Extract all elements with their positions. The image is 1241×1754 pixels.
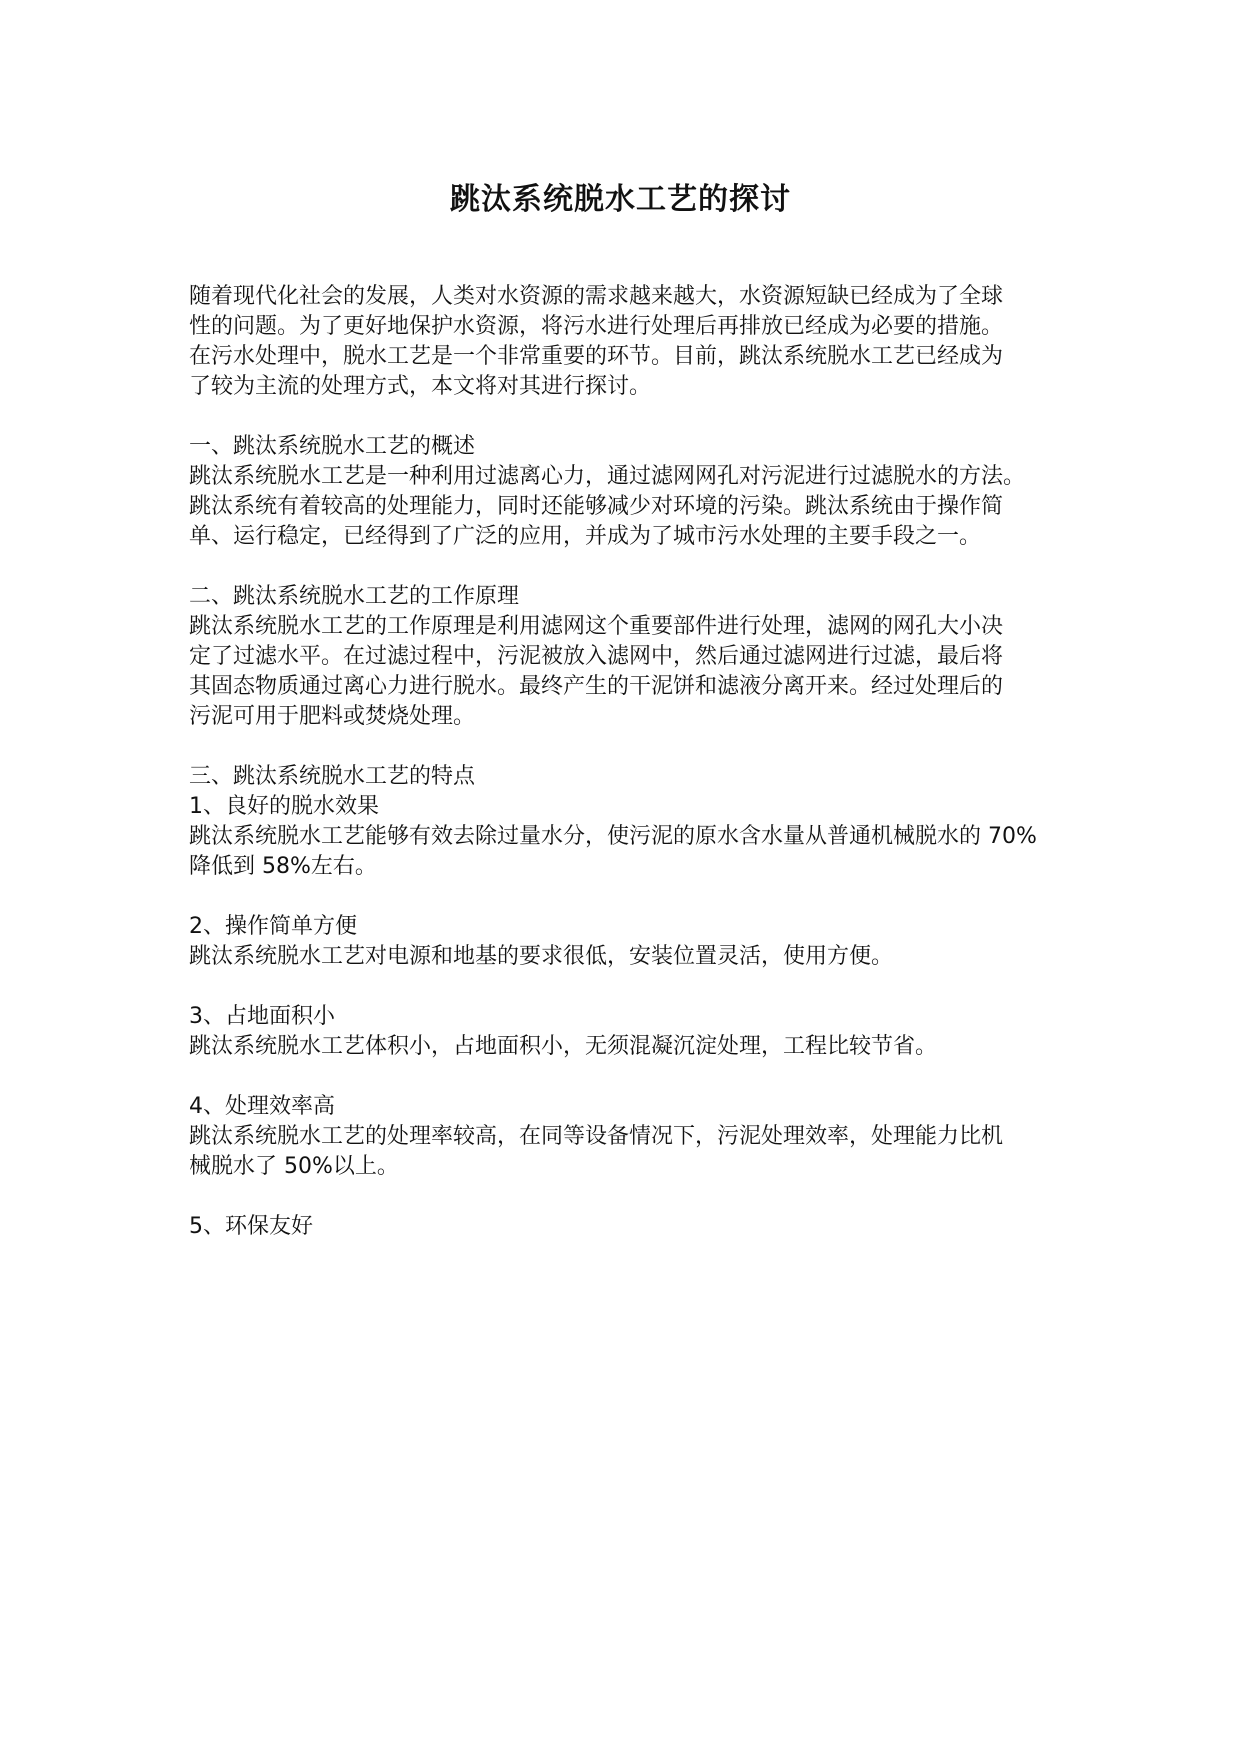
paragraph-line: 跳汰系统脱水工艺能够有效去除过量水分，使污泥的原水含水量从普通机械脱水的 70%: [189, 824, 1037, 849]
subsection-heading: 4、处理效率高: [189, 1094, 335, 1119]
section-heading: 三、跳汰系统脱水工艺的特点: [189, 764, 476, 789]
paragraph-line: 跳汰系统脱水工艺体积小，占地面积小，无须混凝沉淀处理，工程比较节省。: [189, 1034, 938, 1059]
paragraph-line: 定了过滤水平。在过滤过程中，污泥被放入滤网中，然后通过滤网进行过滤，最后将: [189, 644, 1004, 669]
subsection-heading: 3、占地面积小: [189, 1004, 335, 1029]
subsection-heading: 1、良好的脱水效果: [189, 794, 379, 819]
subsection-paragraph: [189, 942, 1099, 972]
subsection-heading: 2、操作简单方便: [189, 914, 357, 939]
paragraph-line: 单、运行稳定，已经得到了广泛的应用，并成为了城市污水处理的主要手段之一。: [189, 524, 982, 549]
section1-paragraph: [189, 462, 1099, 552]
paragraph-line: 跳汰系统脱水工艺对电源和地基的要求很低，安装位置灵活，使用方便。: [189, 944, 894, 969]
subsection-paragraph: [189, 1122, 1099, 1182]
document-title: 跳汰系统脱水工艺的探讨: [450, 182, 791, 217]
section2-paragraph: [189, 612, 1099, 732]
paragraph-line: 性的问题。为了更好地保护水资源，将污水进行处理后再排放已经成为必要的措施。: [189, 314, 1004, 339]
paragraph-line: 随着现代化社会的发展，人类对水资源的需求越来越大，水资源短缺已经成为了全球: [189, 284, 1004, 309]
paragraph-line: 械脱水了 50%以上。: [189, 1154, 399, 1179]
paragraph-line: 降低到 58%左右。: [189, 854, 377, 879]
paragraph-line: 跳汰系统脱水工艺的工作原理是利用滤网这个重要部件进行处理，滤网的网孔大小决: [189, 614, 1004, 639]
subsection-heading: 5、环保友好: [189, 1214, 313, 1239]
paragraph-line: 其固态物质通过离心力进行脱水。最终产生的干泥饼和滤液分离开来。经过处理后的: [189, 674, 1004, 699]
document-body: [189, 282, 1099, 1242]
paragraph-line: 跳汰系统脱水工艺是一种利用过滤离心力，通过滤网网孔对污泥进行过滤脱水的方法。: [189, 464, 1026, 489]
intro-paragraph: [189, 282, 1099, 402]
subsection-paragraph: [189, 1032, 1099, 1062]
paragraph-line: 污泥可用于肥料或焚烧处理。: [189, 704, 476, 729]
subsection-paragraph: [189, 822, 1099, 882]
paragraph-line: 跳汰系统脱水工艺的处理率较高，在同等设备情况下，污泥处理效率，处理能力比机: [189, 1124, 1004, 1149]
section-heading: 二、跳汰系统脱水工艺的工作原理: [189, 584, 520, 609]
paragraph-line: 在污水处理中，脱水工艺是一个非常重要的环节。目前，跳汰系统脱水工艺已经成为: [189, 344, 1004, 369]
section-heading: 一、跳汰系统脱水工艺的概述: [189, 434, 476, 459]
paragraph-line: 跳汰系统有着较高的处理能力，同时还能够减少对环境的污染。跳汰系统由于操作简: [189, 494, 1004, 519]
paragraph-line: 了较为主流的处理方式，本文将对其进行探讨。: [189, 374, 652, 399]
